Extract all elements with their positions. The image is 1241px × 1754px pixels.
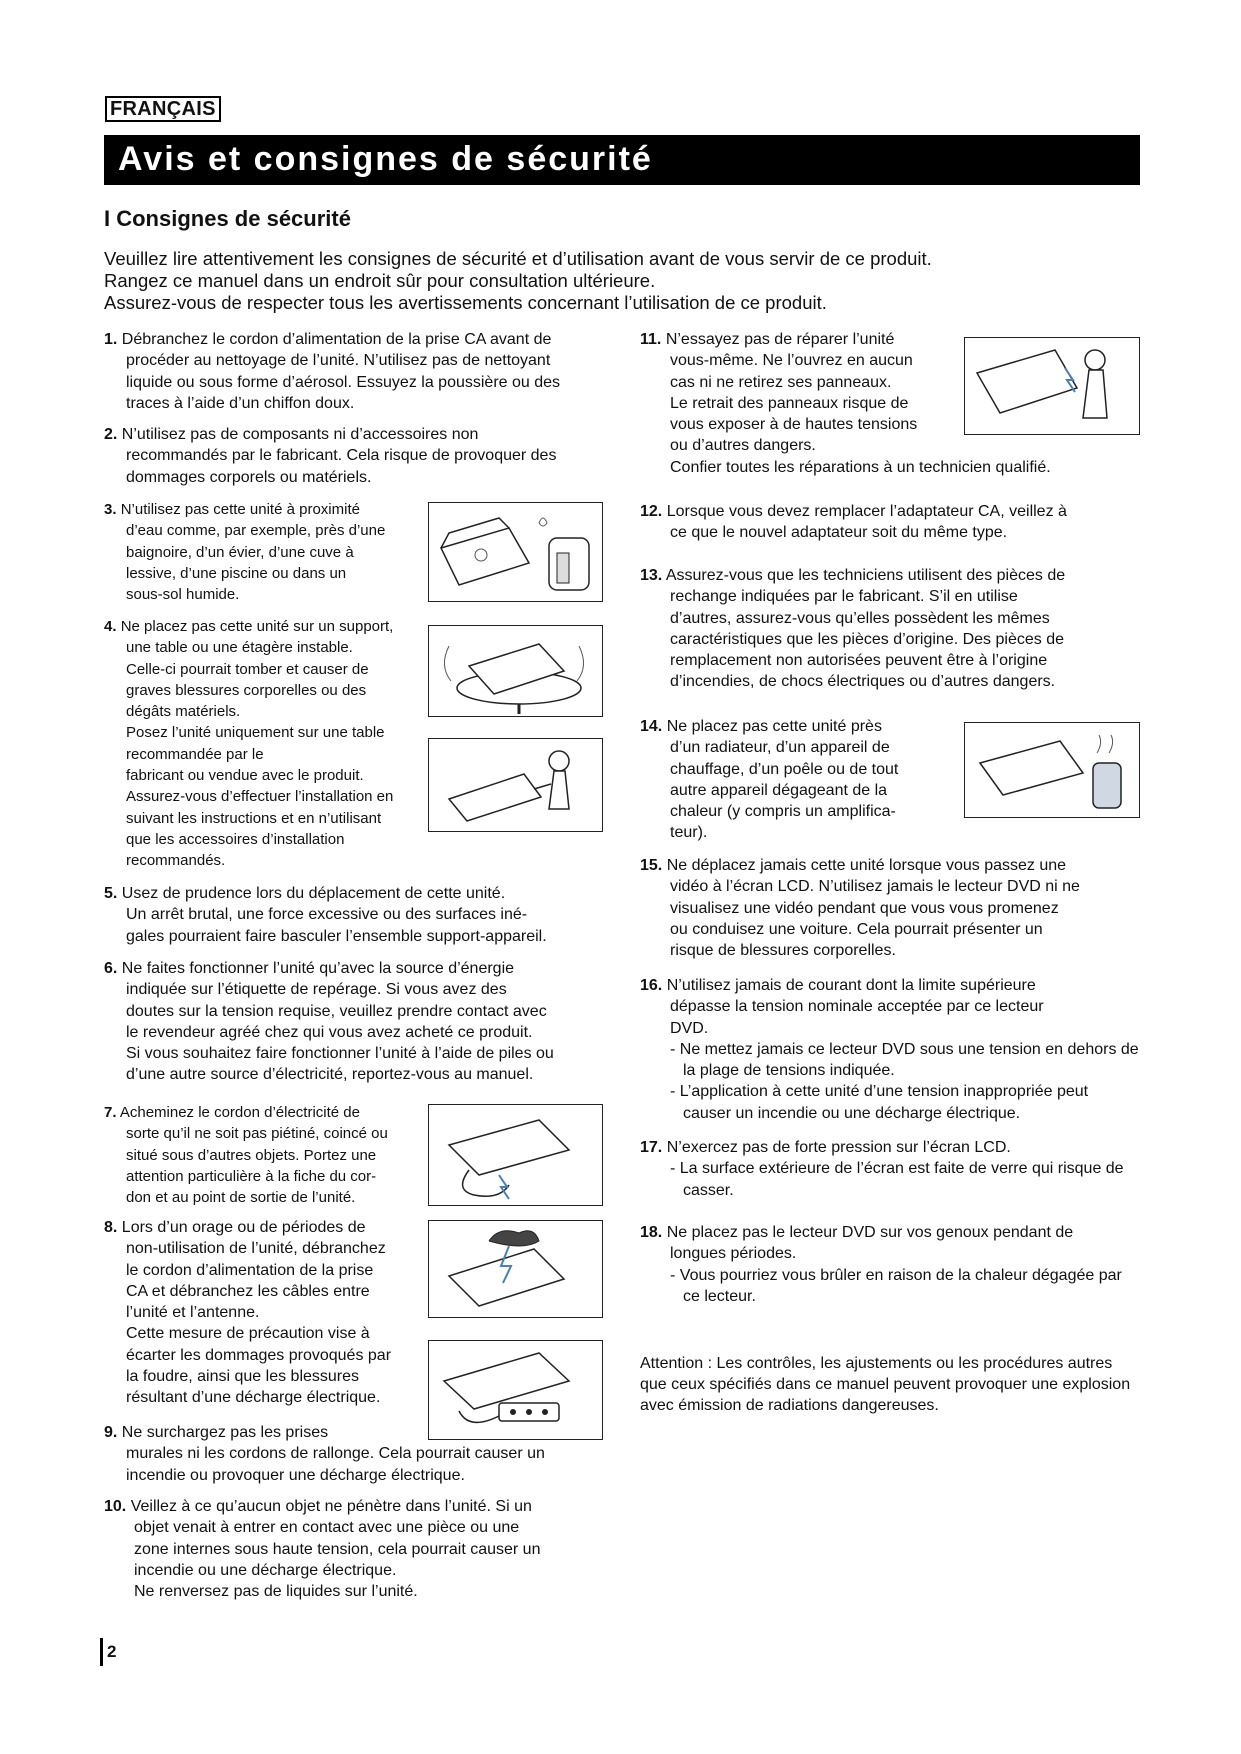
item-line: Débranchez le cordon d’alimentation de la prise CA avant de [121,331,552,348]
section-heading: I Consignes de sécurité [104,206,351,231]
item-line: chauffage, d’un poêle ou de tout [670,760,899,778]
page-number: 2 [100,1638,116,1666]
item-line: ou d’autres dangers. [670,437,816,455]
item-number: 7. [104,1104,117,1121]
page-title: Avis et consignes de sécurité [118,140,653,178]
water-warning-icon [429,503,602,601]
item-number: 18. [640,1224,663,1241]
item-line: autre appareil dégageant de la [670,781,888,799]
technician-icon [965,338,1139,434]
item-line: Acheminez le cordon d’électricité de [119,1104,360,1121]
item-dash-line: - L’application à cette unité d’une tension inappropriée peut causer un incendie ou une décharge électrique. [670,1083,1089,1122]
safety-item-14 [640,716,960,844]
safety-item-5 [104,883,634,947]
item-line: la foudre, ainsi que les blessures [126,1368,360,1386]
item-line: don et au point de sortie de l’unité. [126,1189,356,1207]
item-number: 4. [104,618,117,635]
power-cord-illustration [428,1104,603,1206]
item-line: Ne placez pas cette unité près [666,718,882,735]
item-line: Un arrêt brutal, une force excessive ou des surfaces iné- [126,906,528,924]
item-line: Celle-ci pourrait tomber et causer de [126,660,369,678]
item-number: 13. [640,567,663,584]
item-line: rechange indiquées par le fabricant. S’il en utilise [670,588,1018,606]
safety-item-15 [640,855,1140,961]
item-line: dégâts matériels. [126,703,241,721]
item-number: 10. [104,1498,127,1515]
item-line: vous-même. Ne l’ouvrez en aucun [670,352,913,370]
attention-note: Attention : Les contrôles, les ajustements ou les procédures autres que ceux spécifiés dans ce manuel peuvent provoquer une explosion avec émission de radiations dangereuses. [640,1355,1131,1414]
item-line: le revendeur agréé chez qui vous avez acheté ce produit. [126,1023,533,1041]
item-line: Assurez-vous d’effectuer l’installation en [126,788,394,806]
carrying-unit-illustration [428,738,603,832]
item-line: ce que le nouvel adaptateur soit du même type. [670,524,1008,542]
item-line: attention particulière à la fiche du cor- [126,1167,377,1185]
unstable-table-icon [429,626,602,716]
item-line: Lorsque vous devez remplacer l’adaptateur CA, veillez à [666,503,1067,520]
intro-line: Veuillez lire attentivement les consignes de sécurité et d’utilisation avant de vous servir de ce produit. [104,248,932,269]
item-number: 2. [104,426,118,443]
item-number: 12. [640,503,663,520]
item-line: écarter les dommages provoqués par [126,1346,392,1364]
safety-item-18 [640,1222,1140,1307]
item-line: résultant d’une décharge électrique. [126,1389,381,1407]
overload-illustration [428,1340,603,1440]
item-line: dommages corporels ou matériels. [126,468,372,486]
item-line: teur). [670,824,708,842]
item-line: l’unité et l’antenne. [126,1304,260,1322]
item-line: recommandés par le fabricant. Cela risque de provoquer des [126,447,557,465]
item-line: dépasse la tension nominale acceptée par ce lecteur [670,998,1044,1016]
item-line: DVD. [670,1019,709,1037]
item-line: ou conduisez une voiture. Cela pourrait présenter un [670,920,1043,938]
item-line: Ne faites fonctionner l’unité qu’avec la source d’énergie [121,960,515,977]
safety-item-7 [104,1102,424,1208]
item-line: Ne placez pas le lecteur DVD sur vos genoux pendant de [666,1224,1074,1241]
item-line: incendie ou une décharge électrique. [134,1561,397,1579]
item-line: Assurez-vous que les techniciens utilisent des pièces de [665,567,1066,584]
item-dash-line: - Ne mettez jamais ce lecteur DVD sous une tension en dehors de la plage de tensions indiquée. [670,1040,1139,1080]
item-line: sorte qu’il ne soit pas piétiné, coincé ou [126,1125,388,1143]
item-line: Ne renversez pas de liquides sur l’unité. [134,1583,418,1601]
item-line: recommandée par le [126,745,264,763]
item-line: vidéo à l’écran LCD. N’utilisez jamais le lecteur DVD ni ne [670,878,1080,896]
item-line: Le retrait des panneaux risque de [670,394,909,412]
item-line: d’une autre source d’électricité, reportez-vous au manuel. [126,1066,534,1084]
item-line: zone internes sous haute tension, cela pourrait causer un [134,1540,541,1558]
item-line: sous-sol humide. [126,586,240,604]
safety-item-17 [640,1137,1140,1201]
person-carrying-icon [429,739,602,831]
item-number: 14. [640,718,663,735]
item-line: visualisez une vidéo pendant que vous vous promenez [670,899,1059,917]
item-line: Posez l’unité uniquement sur une table [126,724,385,742]
safety-item-12 [640,501,1140,544]
intro-line: Assurez-vous de respecter tous les avertissements concernant l’utilisation de ce produit. [104,292,827,313]
item-line: vous exposer à de hautes tensions [670,416,918,434]
item-line: liquide ou sous forme d’aérosol. Essuyez la poussière ou des [126,373,561,391]
item-line: longues périodes. [670,1245,797,1263]
item-number: 16. [640,977,663,994]
item-line: le cordon d’alimentation de la prise [126,1261,374,1279]
item-line: une table ou une étagère instable. [126,639,353,657]
page-title-bar [104,135,1140,185]
heater-icon [965,723,1139,817]
item-dash-line: - La surface extérieure de l’écran est faite de verre qui risque de casser. [670,1160,1124,1199]
item-line: Si vous souhaitez faire fonctionner l’unité à l’aide de piles ou [126,1045,554,1063]
safety-item-4 [104,616,424,872]
safety-item-3 [104,499,424,605]
item-line: risque de blessures corporelles. [670,942,896,960]
item-line: Ne déplacez jamais cette unité lorsque vous passez une [666,857,1067,874]
item-number: 15. [640,857,663,874]
item-line: Veillez à ce qu’aucun objet ne pénètre dans l’unité. Si un [130,1498,532,1515]
item-line: Ne surchargez pas les prises [121,1424,329,1441]
item-line: baignoire, d’un évier, d’une cuve à [126,543,354,561]
item-line: Ne placez pas cette unité sur un support, [120,618,394,635]
item-line: Confier toutes les réparations à un technicien qualifié. [670,458,1051,476]
item-line: d’incendies, de chocs électriques ou d’autres dangers. [670,673,1056,691]
item-line: gales pourraient faire basculer l’ensemble support-appareil. [126,927,547,945]
safety-item-6 [104,958,634,1086]
heat-source-illustration [964,722,1140,818]
item-line: d’eau comme, par exemple, près d’une [126,522,386,540]
item-line: Lors d’un orage ou de périodes de [121,1219,366,1236]
item-number: 11. [640,331,662,348]
intro-paragraph [104,248,1124,314]
item-line: murales ni les cordons de rallonge. Cela pourrait causer un [126,1445,545,1463]
item-line: que les accessoires d’installation [126,830,345,848]
overloaded-outlet-icon [429,1341,602,1439]
item-line: CA et débranchez les câbles entre [126,1282,370,1300]
item-line: Usez de prudence lors du déplacement de cette unité. [121,885,506,902]
item-line: recommandés. [126,852,226,870]
item-line: traces à l’aide d’un chiffon doux. [126,394,355,412]
safety-item-8 [104,1217,424,1409]
item-line: d’un radiateur, d’un appareil de [670,739,890,757]
item-line: Cette mesure de précaution vise à [126,1325,370,1343]
item-line: graves blessures corporelles ou des [126,681,367,699]
safety-item-13 [640,565,1140,693]
lightning-illustration [428,1220,603,1318]
item-dash-line: - Vous pourriez vous brûler en raison de la chaleur dégagée par ce lecteur. [670,1266,1122,1305]
item-number: 6. [104,960,118,977]
item-line: suivant les instructions et en n’utilisant [126,809,382,827]
unstable-table-illustration [428,625,603,717]
item-line: N’exercez pas de forte pression sur l’écran LCD. [666,1139,1011,1156]
item-line: chaleur (y compris un amplifica- [670,803,896,821]
item-line: N’utilisez pas de composants ni d’accessoires non [121,426,479,443]
water-warning-illustration [428,502,603,602]
safety-item-16 [640,975,1140,1124]
item-line: objet venait à entrer en contact avec une pièce ou une [134,1519,520,1537]
item-line: N’utilisez jamais de courant dont la limite supérieure [666,977,1036,994]
item-line: situé sous d’autres objets. Portez une [126,1146,377,1164]
item-line: caractéristiques que les pièces d’origine. Des pièces de [670,630,1064,648]
item-line: doutes sur la tension requise, veuillez prendre contact avec [126,1002,547,1020]
item-number: 17. [640,1139,663,1156]
item-number: 9. [104,1424,118,1441]
language-label: FRANÇAIS [105,96,221,122]
item-line: N’utilisez pas cette unité à proximité [120,501,360,518]
intro-line: Rangez ce manuel dans un endroit sûr pour consultation ultérieure. [104,270,656,291]
power-cord-icon [429,1105,602,1205]
item-line: non-utilisation de l’unité, débranchez [126,1240,386,1258]
item-line: d’autres, assurez-vous qu’elles possèdent les mêmes [670,609,1050,627]
item-line: remplacement non autorisées peuvent être à l’origine [670,652,1048,670]
safety-item-2 [104,424,624,488]
item-number: 3. [104,501,117,518]
item-line: lessive, d’une piscine ou dans un [126,564,347,582]
safety-item-1 [104,329,624,414]
item-line: procéder au nettoyage de l’unité. N’utilisez pas de nettoyant [126,352,551,370]
item-line: N’essayez pas de réparer l’unité [665,331,895,348]
safety-item-10 [104,1496,634,1602]
lightning-icon [429,1221,602,1317]
item-line: cas ni ne retirez ses panneaux. [670,373,892,391]
repair-warning-illustration [964,337,1140,435]
item-line: incendie ou provoquer une décharge électrique. [126,1466,465,1484]
item-line: indiquée sur l’étiquette de repérage. Si vous avez des [126,981,507,999]
item-number: 8. [104,1219,118,1236]
item-number: 5. [104,885,118,902]
item-number: 1. [104,331,118,348]
item-line: fabricant ou vendue avec le produit. [126,767,364,785]
